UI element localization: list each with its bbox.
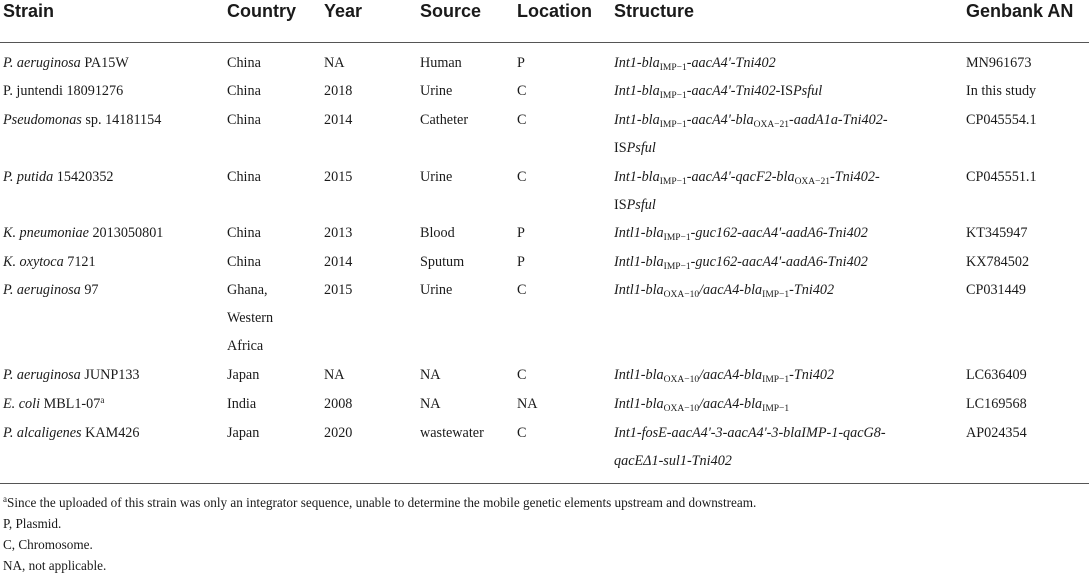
strain-cell: E. coli MBL1-07$^a$	[3, 395, 105, 412]
genbank-cell: In this study	[966, 83, 1037, 99]
footnote-marker: a	[3, 494, 7, 504]
table-header	[0, 0, 1089, 42]
year-cell: 2018	[324, 83, 353, 99]
year-cell: 2020	[324, 425, 353, 441]
year-cell: NA	[324, 367, 345, 383]
strain-cell: P. aeruginosa 97	[3, 282, 99, 298]
footnote-not-applicable: NA, not applicable.	[3, 558, 107, 573]
source-cell: Sputum	[420, 254, 465, 270]
country-cell: China	[227, 83, 261, 99]
strain-cell: P. putida 15420352	[3, 169, 114, 185]
structure-cell: Int1-bla$_{IMP-1}$-aacA4'-bla$_{OXA-21}$-aadA1a-Tni402-	[614, 112, 888, 130]
source-cell: Catheter	[420, 112, 469, 128]
location-cell: P	[517, 254, 525, 270]
location-cell: C	[517, 83, 527, 99]
strain-cell: Pseudomonas sp. 14181154	[3, 112, 162, 128]
genbank-cell: CP031449	[966, 282, 1026, 298]
strain-cell: P. juntendi 18091276	[3, 83, 124, 99]
header-genbank-an: Genbank AN	[966, 1, 1074, 21]
year-cell: 2014	[324, 112, 353, 128]
country-cell: Western	[227, 310, 274, 326]
genbank-cell: LC169568	[966, 396, 1027, 412]
structure-cell: Intl1-bla$_{OXA-10}$/aacA4-bla$_{IMP-1}$	[614, 396, 790, 414]
country-cell: China	[227, 225, 261, 241]
source-cell: Human	[420, 55, 462, 71]
structure-cell: Int1-fosE-aacA4'-3-aacA4'-3-blaIMP-1-qacG8-	[614, 425, 886, 441]
header-structure: Structure	[614, 1, 695, 21]
country-cell: Japan	[227, 425, 260, 441]
year-cell: 2014	[324, 254, 353, 270]
location-cell: C	[517, 112, 527, 128]
year-cell: 2013	[324, 225, 353, 241]
structure-cell: Intl1-bla$_{OXA-10}$/aacA4-bla$_{IMP-1}$-Tni402	[614, 367, 835, 385]
location-cell: C	[517, 282, 527, 298]
country-cell: China	[227, 254, 261, 270]
location-cell: C	[517, 367, 527, 383]
country-cell: China	[227, 112, 261, 128]
structure-cell-line2: ISPsful	[614, 140, 656, 156]
source-cell: wastewater	[420, 425, 484, 441]
footnote-a-text: Since the uploaded of this strain was only an integrator sequence, unable to determine the mobile genetic elements upstream and downstream.	[7, 495, 757, 510]
structure-cell: Int1-bla$_{IMP-1}$-aacA4'-Tni402-ISPsful	[614, 83, 823, 101]
genbank-cell: LC636409	[966, 367, 1027, 383]
source-cell: NA	[420, 367, 441, 383]
source-cell: Urine	[420, 282, 453, 298]
footnote-chromosome: C, Chromosome.	[3, 537, 93, 552]
header-location: Location	[517, 1, 592, 21]
header-rule	[0, 42, 1089, 43]
country-cell: India	[227, 396, 257, 412]
structure-cell: Int1-bla$_{IMP-1}$-aacA4'-Tni402	[614, 55, 776, 73]
source-cell: Urine	[420, 169, 453, 185]
country-cell: China	[227, 169, 261, 185]
country-cell: Africa	[227, 338, 264, 354]
location-cell: NA	[517, 396, 538, 412]
location-cell: C	[517, 169, 527, 185]
location-cell: C	[517, 425, 527, 441]
structure-cell-line2: ISPsful	[614, 197, 656, 213]
strain-cell: P. alcaligenes KAM426	[3, 425, 140, 441]
year-cell: 2015	[324, 282, 353, 298]
year-cell: 2008	[324, 396, 353, 412]
year-cell: 2015	[324, 169, 353, 185]
structure-cell: Intl1-bla$_{IMP-1}$-guc162-aacA4'-aadA6-Tni402	[614, 225, 868, 243]
strain-cell: K. pneumoniae 2013050801	[3, 225, 164, 241]
header-country: Country	[227, 1, 296, 21]
source-cell: Urine	[420, 83, 453, 99]
structure-cell-line2: qacEΔ1-sul1-Tni402	[614, 453, 732, 469]
country-cell: China	[227, 55, 261, 71]
genbank-cell: MN961673	[966, 55, 1032, 71]
footnote-a	[3, 495, 756, 511]
genbank-cell: CP045554.1	[966, 112, 1037, 128]
source-cell: Blood	[420, 225, 455, 241]
genbank-cell: KX784502	[966, 254, 1030, 270]
country-cell: Ghana,	[227, 282, 268, 298]
structure-cell: Int1-bla$_{IMP-1}$-aacA4'-qacF2-bla$_{OXA-21}$-Tni402-	[614, 169, 880, 187]
genbank-cell: KT345947	[966, 225, 1028, 241]
location-cell: P	[517, 225, 525, 241]
header-year: Year	[324, 1, 363, 21]
footnote-plasmid: P, Plasmid.	[3, 516, 62, 531]
country-cell: Japan	[227, 367, 260, 383]
header-source: Source	[420, 1, 482, 21]
strain-cell: P. aeruginosa PA15W	[3, 55, 129, 71]
source-cell: NA	[420, 396, 441, 412]
header-strain: Strain	[3, 1, 55, 21]
structure-cell: Intl1-bla$_{OXA-10}$/aacA4-bla$_{IMP-1}$-Tni402	[614, 282, 835, 300]
strain-cell: P. aeruginosa JUNP133	[3, 367, 140, 383]
table-bottom-rule	[0, 483, 1089, 484]
structure-cell: Intl1-bla$_{IMP-1}$-guc162-aacA4'-aadA6-Tni402	[614, 254, 868, 272]
year-cell: NA	[324, 55, 345, 71]
genbank-cell: AP024354	[966, 425, 1027, 441]
strain-cell: K. oxytoca 7121	[3, 254, 96, 270]
genbank-cell: CP045551.1	[966, 169, 1037, 185]
location-cell: P	[517, 55, 525, 71]
